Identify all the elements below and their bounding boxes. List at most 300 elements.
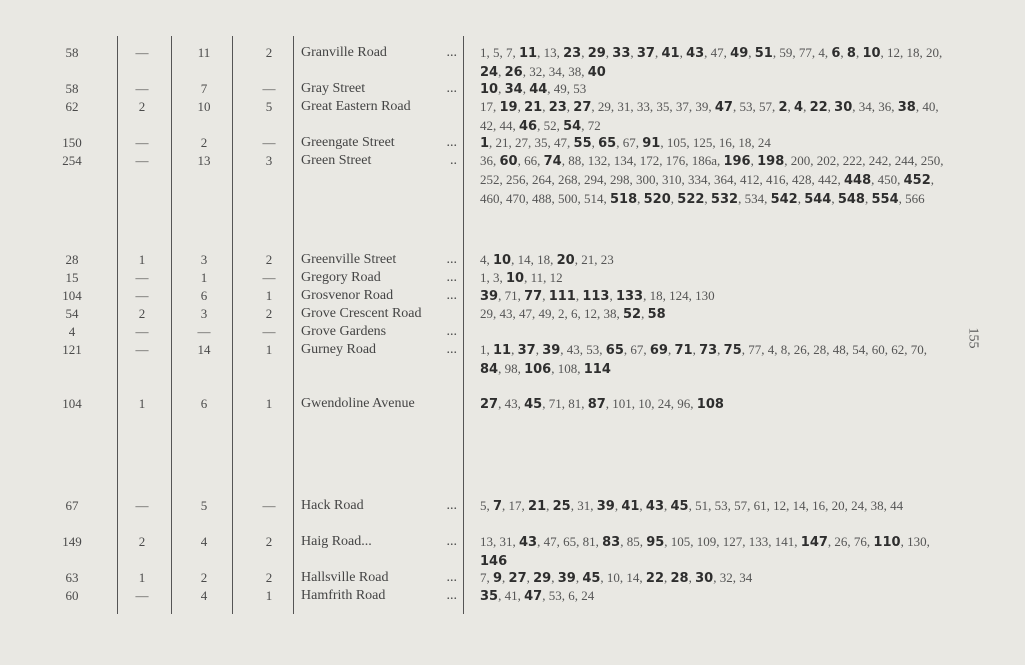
count-cell: 1 bbox=[138, 252, 146, 267]
house-numbers bbox=[480, 395, 950, 414]
count-cell: — bbox=[262, 270, 276, 285]
column-rule bbox=[463, 36, 464, 614]
count-cell: — bbox=[197, 324, 211, 339]
column-rule bbox=[293, 36, 294, 614]
count-cell: — bbox=[262, 498, 276, 513]
count-cell: 1 bbox=[265, 588, 273, 603]
street-name: Gray Street bbox=[301, 81, 366, 96]
house-number-bold: 28 bbox=[670, 571, 689, 586]
house-number-bold: 26 bbox=[504, 65, 523, 80]
leader-dots: ... bbox=[446, 324, 457, 339]
street-name: Hamfrith Road bbox=[301, 588, 386, 603]
house-number-bold: 7 bbox=[493, 499, 503, 514]
house-number-text: , 67, bbox=[623, 342, 650, 357]
house-number-text: , 21, 27, 35, 47, bbox=[489, 135, 574, 150]
house-number-bold: 29 bbox=[533, 571, 552, 586]
house-number-bold: 51 bbox=[754, 46, 773, 61]
house-numbers bbox=[480, 98, 950, 136]
house-number-bold: 19 bbox=[499, 100, 518, 115]
house-number-bold: 77 bbox=[524, 289, 543, 304]
house-number-bold: 52 bbox=[623, 307, 642, 322]
count-cell: 1 bbox=[138, 570, 146, 585]
count-cell: 2 bbox=[138, 534, 146, 549]
house-number-text: , bbox=[630, 45, 637, 60]
house-number-bold: 452 bbox=[903, 173, 931, 188]
house-number-text: , 85, bbox=[620, 534, 647, 549]
house-number-text: , 26, 76, bbox=[827, 534, 874, 549]
street-name-cell bbox=[301, 152, 463, 170]
house-number-text: , bbox=[575, 288, 583, 303]
count-cell: 4 bbox=[200, 534, 208, 549]
house-number-text: , 77, 4, 8, 26, 28, 48, 54, 60, 62, 70, bbox=[741, 342, 927, 357]
house-number-bold: 37 bbox=[636, 46, 655, 61]
leader-dots: ... bbox=[446, 498, 457, 513]
count-cell: 10 bbox=[197, 99, 211, 114]
house-number-text: , bbox=[498, 81, 505, 96]
count-cell: — bbox=[135, 270, 149, 285]
street-name-cell bbox=[301, 305, 463, 323]
house-number-bold: 110 bbox=[873, 535, 901, 550]
house-number-text: , bbox=[502, 570, 509, 585]
house-number-text: , 34, 36, bbox=[852, 99, 898, 114]
house-number-bold: 40 bbox=[587, 65, 606, 80]
house-number-bold: 65 bbox=[605, 343, 624, 358]
house-number-bold: 522 bbox=[677, 192, 705, 207]
street-name-cell bbox=[301, 533, 463, 551]
house-number-bold: 30 bbox=[834, 100, 853, 115]
house-number-text: , 52, bbox=[537, 118, 564, 133]
house-number-text: , 566 bbox=[898, 191, 925, 206]
house-number-bold: 73 bbox=[699, 343, 718, 358]
count-cell: 121 bbox=[62, 342, 82, 357]
count-cell: 1 bbox=[265, 342, 273, 357]
house-number-bold: 10 bbox=[493, 253, 512, 268]
house-number-bold: 55 bbox=[573, 136, 592, 151]
house-number-bold: 45 bbox=[582, 571, 601, 586]
house-number-text: , bbox=[517, 99, 525, 114]
house-number-bold: 27 bbox=[573, 100, 592, 115]
count-cell: 150 bbox=[62, 135, 82, 150]
house-number-text: 29, 43, 47, 49, 2, 6, 12, 38, bbox=[480, 306, 623, 321]
house-number-bold: 69 bbox=[649, 343, 668, 358]
house-number-text: , 460, 470, 488, 500, 514, bbox=[480, 172, 935, 206]
house-number-text: , 534, bbox=[738, 191, 771, 206]
house-number-text: , 200, 202, 222, 242, 244, 250, 252, 256, 264, 268, 294, 298, 300, 310, 334, 364, 412, 416, 428, 442, bbox=[480, 153, 944, 187]
street-name: Greengate Street bbox=[301, 135, 395, 150]
street-name-cell bbox=[301, 341, 463, 359]
column-rule bbox=[171, 36, 172, 614]
count-cell: 54 bbox=[65, 306, 79, 321]
house-numbers bbox=[480, 152, 950, 209]
house-number-bold: 114 bbox=[583, 362, 611, 377]
house-numbers bbox=[480, 269, 950, 288]
leader-dots: .. bbox=[450, 153, 457, 168]
count-cell: 11 bbox=[197, 45, 211, 60]
house-number-text: , 101, 10, 24, 96, bbox=[605, 396, 697, 411]
house-number-bold: 47 bbox=[524, 589, 543, 604]
house-number-bold: 21 bbox=[528, 499, 547, 514]
house-number-text: , bbox=[535, 342, 543, 357]
house-number-text: , bbox=[591, 135, 599, 150]
street-name: Gwendoline Avenue bbox=[301, 396, 415, 411]
street-name-cell bbox=[301, 269, 463, 287]
house-number-text: , 53, 6, 24 bbox=[542, 588, 595, 603]
house-number-text: , 59, 77, 4, bbox=[772, 45, 832, 60]
house-number-text: , bbox=[692, 342, 700, 357]
count-cell: 28 bbox=[65, 252, 79, 267]
count-cell: — bbox=[262, 81, 276, 96]
street-name-cell bbox=[301, 323, 463, 341]
house-number-text: , 47, bbox=[704, 45, 731, 60]
house-number-text: , 108, bbox=[551, 361, 584, 376]
house-number-bold: 22 bbox=[809, 100, 828, 115]
house-number-bold: 95 bbox=[646, 535, 665, 550]
house-number-text: , bbox=[498, 64, 505, 79]
leader-dots: ... bbox=[446, 45, 457, 60]
street-name-cell bbox=[301, 134, 463, 152]
count-cell: 2 bbox=[265, 45, 273, 60]
house-number-text: , bbox=[546, 498, 553, 513]
street-name: Grove Crescent Road bbox=[301, 306, 422, 321]
house-number-bold: 47 bbox=[714, 100, 733, 115]
count-cell: 104 bbox=[62, 288, 82, 303]
house-number-text: , bbox=[717, 342, 724, 357]
street-name-cell bbox=[301, 98, 463, 116]
house-number-bold: 45 bbox=[670, 499, 689, 514]
count-cell: 2 bbox=[200, 570, 208, 585]
house-number-bold: 11 bbox=[493, 343, 512, 358]
house-number-bold: 4 bbox=[794, 100, 804, 115]
street-name-cell bbox=[301, 569, 463, 587]
house-number-bold: 33 bbox=[612, 46, 631, 61]
house-number-text: 1, 3, bbox=[480, 270, 506, 285]
house-number-bold: 39 bbox=[557, 571, 576, 586]
street-name: Hallsville Road bbox=[301, 570, 389, 585]
column-rule bbox=[117, 36, 118, 614]
house-number-text: , bbox=[637, 191, 644, 206]
house-number-bold: 10 bbox=[506, 271, 525, 286]
count-cell: 58 bbox=[65, 81, 79, 96]
house-number-bold: 146 bbox=[480, 554, 508, 569]
house-number-text: , 29, 31, 33, 35, 37, 39, bbox=[591, 99, 715, 114]
house-numbers bbox=[480, 569, 950, 588]
count-cell: 3 bbox=[200, 306, 208, 321]
page-number: 155 bbox=[965, 327, 981, 349]
house-number-bold: 542 bbox=[770, 192, 798, 207]
count-cell: 63 bbox=[65, 570, 79, 585]
count-cell: — bbox=[135, 324, 149, 339]
house-number-text: , bbox=[797, 191, 805, 206]
count-cell: 3 bbox=[265, 153, 273, 168]
house-number-bold: 39 bbox=[480, 289, 499, 304]
count-cell: 149 bbox=[62, 534, 82, 549]
house-number-text: , bbox=[855, 45, 863, 60]
leader-dots: ... bbox=[446, 270, 457, 285]
house-number-text: , bbox=[566, 99, 574, 114]
house-number-text: , 72 bbox=[581, 118, 601, 133]
count-cell: 14 bbox=[197, 342, 211, 357]
count-cell: 6 bbox=[200, 396, 208, 411]
house-number-bold: 20 bbox=[556, 253, 575, 268]
house-number-text: , bbox=[787, 99, 795, 114]
house-number-text: , bbox=[551, 570, 558, 585]
house-number-bold: 2 bbox=[778, 100, 788, 115]
house-numbers bbox=[480, 134, 950, 153]
street-name-cell bbox=[301, 287, 463, 305]
house-number-bold: 39 bbox=[542, 343, 561, 358]
house-number-bold: 35 bbox=[480, 589, 499, 604]
house-number-text: , bbox=[511, 342, 518, 357]
count-cell: 2 bbox=[138, 306, 146, 321]
house-numbers bbox=[480, 44, 950, 82]
house-numbers bbox=[480, 497, 950, 516]
count-cell: 2 bbox=[265, 570, 273, 585]
house-number-bold: 6 bbox=[831, 46, 841, 61]
house-number-bold: 10 bbox=[862, 46, 881, 61]
count-cell: 60 bbox=[65, 588, 79, 603]
house-number-bold: 198 bbox=[757, 154, 785, 169]
house-numbers bbox=[480, 287, 950, 306]
house-number-bold: 45 bbox=[524, 397, 543, 412]
house-number-bold: 111 bbox=[548, 289, 576, 304]
house-number-text: , bbox=[526, 570, 534, 585]
house-numbers bbox=[480, 251, 950, 270]
house-number-text: , 49, 53 bbox=[547, 81, 587, 96]
house-number-text: , 105, 125, 16, 18, 24 bbox=[660, 135, 771, 150]
count-cell: — bbox=[135, 81, 149, 96]
house-number-text: , 18, 124, 130 bbox=[643, 288, 715, 303]
house-number-bold: 46 bbox=[519, 119, 538, 134]
house-number-text: , bbox=[679, 45, 687, 60]
house-number-bold: 108 bbox=[696, 397, 724, 412]
house-number-bold: 147 bbox=[800, 535, 828, 550]
house-number-bold: 9 bbox=[493, 571, 503, 586]
house-number-text: , bbox=[803, 99, 810, 114]
street-name: Great Eastern Road bbox=[301, 99, 411, 114]
count-cell: — bbox=[135, 288, 149, 303]
house-numbers bbox=[480, 533, 950, 571]
house-number-bold: 58 bbox=[647, 307, 666, 322]
street-name: Gregory Road bbox=[301, 270, 381, 285]
street-name: Gurney Road bbox=[301, 342, 377, 357]
house-number-text: , bbox=[688, 570, 696, 585]
street-name: Green Street bbox=[301, 153, 372, 168]
house-number-bold: 29 bbox=[587, 46, 606, 61]
house-number-bold: 44 bbox=[529, 82, 548, 97]
house-numbers bbox=[480, 341, 950, 379]
house-number-text: , 71, 81, bbox=[542, 396, 588, 411]
house-number-text: , 32, 34, 38, bbox=[522, 64, 588, 79]
house-number-text: , bbox=[575, 570, 583, 585]
count-cell: — bbox=[262, 135, 276, 150]
house-number-bold: 49 bbox=[730, 46, 749, 61]
house-number-bold: 41 bbox=[621, 499, 640, 514]
count-cell: 1 bbox=[200, 270, 208, 285]
count-cell: — bbox=[135, 342, 149, 357]
house-number-text: , 32, 34 bbox=[713, 570, 753, 585]
count-cell: 58 bbox=[65, 45, 79, 60]
house-number-text: 13, 31, bbox=[480, 534, 519, 549]
house-number-bold: 554 bbox=[871, 192, 899, 207]
street-name: Hack Road bbox=[301, 498, 364, 513]
house-number-bold: 84 bbox=[480, 362, 499, 377]
leader-dots: ... bbox=[446, 135, 457, 150]
street-name-cell bbox=[301, 80, 463, 98]
street-name-cell bbox=[301, 44, 463, 62]
street-name: Haig Road... bbox=[301, 534, 372, 549]
count-cell: 3 bbox=[200, 252, 208, 267]
leader-dots: ... bbox=[446, 588, 457, 603]
house-number-text: 1, bbox=[480, 342, 493, 357]
leader-dots: ... bbox=[446, 252, 457, 267]
house-number-text: , bbox=[670, 191, 678, 206]
leader-dots: ... bbox=[446, 288, 457, 303]
house-number-bold: 21 bbox=[524, 100, 543, 115]
house-number-bold: 23 bbox=[563, 46, 582, 61]
house-number-bold: 87 bbox=[587, 397, 606, 412]
house-number-text: , 66, bbox=[517, 153, 544, 168]
house-number-bold: 91 bbox=[642, 136, 661, 151]
house-number-bold: 11 bbox=[519, 46, 538, 61]
house-number-text: , bbox=[831, 191, 838, 206]
house-number-text: , 47, 65, 81, bbox=[537, 534, 603, 549]
house-number-bold: 448 bbox=[844, 173, 872, 188]
street-name: Grosvenor Road bbox=[301, 288, 394, 303]
count-cell: 104 bbox=[62, 396, 82, 411]
count-cell: 15 bbox=[65, 270, 79, 285]
count-cell: 4 bbox=[68, 324, 76, 339]
house-number-text: , 40, 42, 44, bbox=[480, 99, 939, 133]
house-number-bold: 24 bbox=[480, 65, 499, 80]
house-number-bold: 113 bbox=[582, 289, 610, 304]
house-number-text: , bbox=[522, 81, 530, 96]
house-numbers bbox=[480, 305, 950, 324]
house-number-text: , bbox=[664, 498, 671, 513]
house-number-text: , bbox=[542, 99, 549, 114]
house-number-text: , bbox=[581, 45, 588, 60]
house-number-text: , 21, 23 bbox=[574, 252, 614, 267]
leader-dots: ... bbox=[446, 342, 457, 357]
house-number-bold: 34 bbox=[504, 82, 523, 97]
count-cell: — bbox=[135, 153, 149, 168]
leader-dots: ... bbox=[446, 534, 457, 549]
street-name-cell bbox=[301, 251, 463, 269]
house-numbers bbox=[480, 80, 950, 99]
count-cell: 2 bbox=[200, 135, 208, 150]
house-number-text: , bbox=[840, 45, 847, 60]
house-number-bold: 30 bbox=[695, 571, 714, 586]
count-cell: 6 bbox=[200, 288, 208, 303]
house-number-text: , 88, 132, 134, 172, 176, 186a, bbox=[561, 153, 724, 168]
house-number-text: , bbox=[664, 570, 671, 585]
house-number-bold: 83 bbox=[602, 535, 621, 550]
house-number-text: , bbox=[704, 191, 711, 206]
house-number-bold: 23 bbox=[548, 100, 567, 115]
count-cell: 2 bbox=[265, 306, 273, 321]
house-number-text: , 98, bbox=[498, 361, 525, 376]
count-cell: 62 bbox=[65, 99, 79, 114]
count-cell: 4 bbox=[200, 588, 208, 603]
street-name-cell bbox=[301, 497, 463, 515]
house-number-text: , 130, bbox=[900, 534, 930, 549]
house-number-bold: 532 bbox=[710, 192, 739, 207]
house-number-text: , bbox=[864, 191, 872, 206]
house-number-bold: 133 bbox=[615, 289, 644, 304]
column-rule bbox=[232, 36, 233, 614]
house-number-text: , 14, 18, bbox=[511, 252, 557, 267]
house-number-text: , 12, 18, 20, bbox=[880, 45, 943, 60]
count-cell: 5 bbox=[265, 99, 273, 114]
house-number-text: 36, bbox=[480, 153, 500, 168]
house-number-text: 7, bbox=[480, 570, 493, 585]
count-cell: — bbox=[262, 324, 276, 339]
house-number-bold: 74 bbox=[543, 154, 562, 169]
count-cell: — bbox=[135, 135, 149, 150]
house-number-text: , bbox=[654, 45, 662, 60]
house-number-bold: 1 bbox=[480, 136, 490, 151]
count-cell: 1 bbox=[138, 396, 146, 411]
house-number-text: , 105, 109, 127, 133, 141, bbox=[664, 534, 801, 549]
house-number-text: , 31, bbox=[570, 498, 597, 513]
street-name: Granville Road bbox=[301, 45, 387, 60]
count-cell: — bbox=[135, 588, 149, 603]
house-number-bold: 27 bbox=[480, 397, 499, 412]
house-number-text: , 43, 53, bbox=[560, 342, 606, 357]
count-cell: 1 bbox=[265, 288, 273, 303]
house-number-bold: 520 bbox=[643, 192, 671, 207]
house-number-bold: 518 bbox=[610, 192, 638, 207]
house-number-text: 1, 5, 7, bbox=[480, 45, 519, 60]
house-number-bold: 106 bbox=[524, 362, 552, 377]
house-number-bold: 27 bbox=[508, 571, 527, 586]
house-number-bold: 71 bbox=[674, 343, 693, 358]
house-number-text: , bbox=[605, 45, 613, 60]
house-number-text: , 67, bbox=[616, 135, 643, 150]
house-number-bold: 43 bbox=[645, 499, 665, 514]
house-number-text: , 41, bbox=[498, 588, 525, 603]
house-number-bold: 196 bbox=[723, 154, 751, 169]
house-number-bold: 39 bbox=[596, 499, 615, 514]
house-number-text: , 17, bbox=[502, 498, 529, 513]
house-number-text: , bbox=[641, 306, 648, 321]
count-cell: 2 bbox=[265, 252, 273, 267]
house-number-text: , 13, bbox=[537, 45, 564, 60]
street-name: Greenville Street bbox=[301, 252, 397, 267]
street-name-cell bbox=[301, 395, 463, 413]
house-number-bold: 25 bbox=[552, 499, 571, 514]
count-cell: 2 bbox=[265, 534, 273, 549]
house-number-bold: 548 bbox=[837, 192, 865, 207]
house-number-bold: 10 bbox=[480, 82, 499, 97]
leader-dots: ... bbox=[446, 81, 457, 96]
house-number-bold: 37 bbox=[517, 343, 536, 358]
street-name-cell bbox=[301, 587, 463, 605]
house-number-bold: 43 bbox=[519, 535, 538, 550]
house-numbers bbox=[480, 587, 950, 606]
street-name: Grove Gardens bbox=[301, 324, 387, 339]
house-number-bold: 544 bbox=[804, 192, 832, 207]
house-number-bold: 75 bbox=[723, 343, 742, 358]
house-number-text: , 53, 57, bbox=[732, 99, 779, 114]
house-number-bold: 22 bbox=[645, 571, 665, 586]
count-cell: 5 bbox=[200, 498, 208, 513]
house-number-bold: 8 bbox=[846, 46, 856, 61]
house-number-text: , 11, 12 bbox=[524, 270, 563, 285]
house-number-text: , 10, 14, bbox=[600, 570, 646, 585]
house-number-text: , bbox=[614, 498, 622, 513]
count-cell: 2 bbox=[138, 99, 146, 114]
house-number-text: , bbox=[542, 288, 549, 303]
